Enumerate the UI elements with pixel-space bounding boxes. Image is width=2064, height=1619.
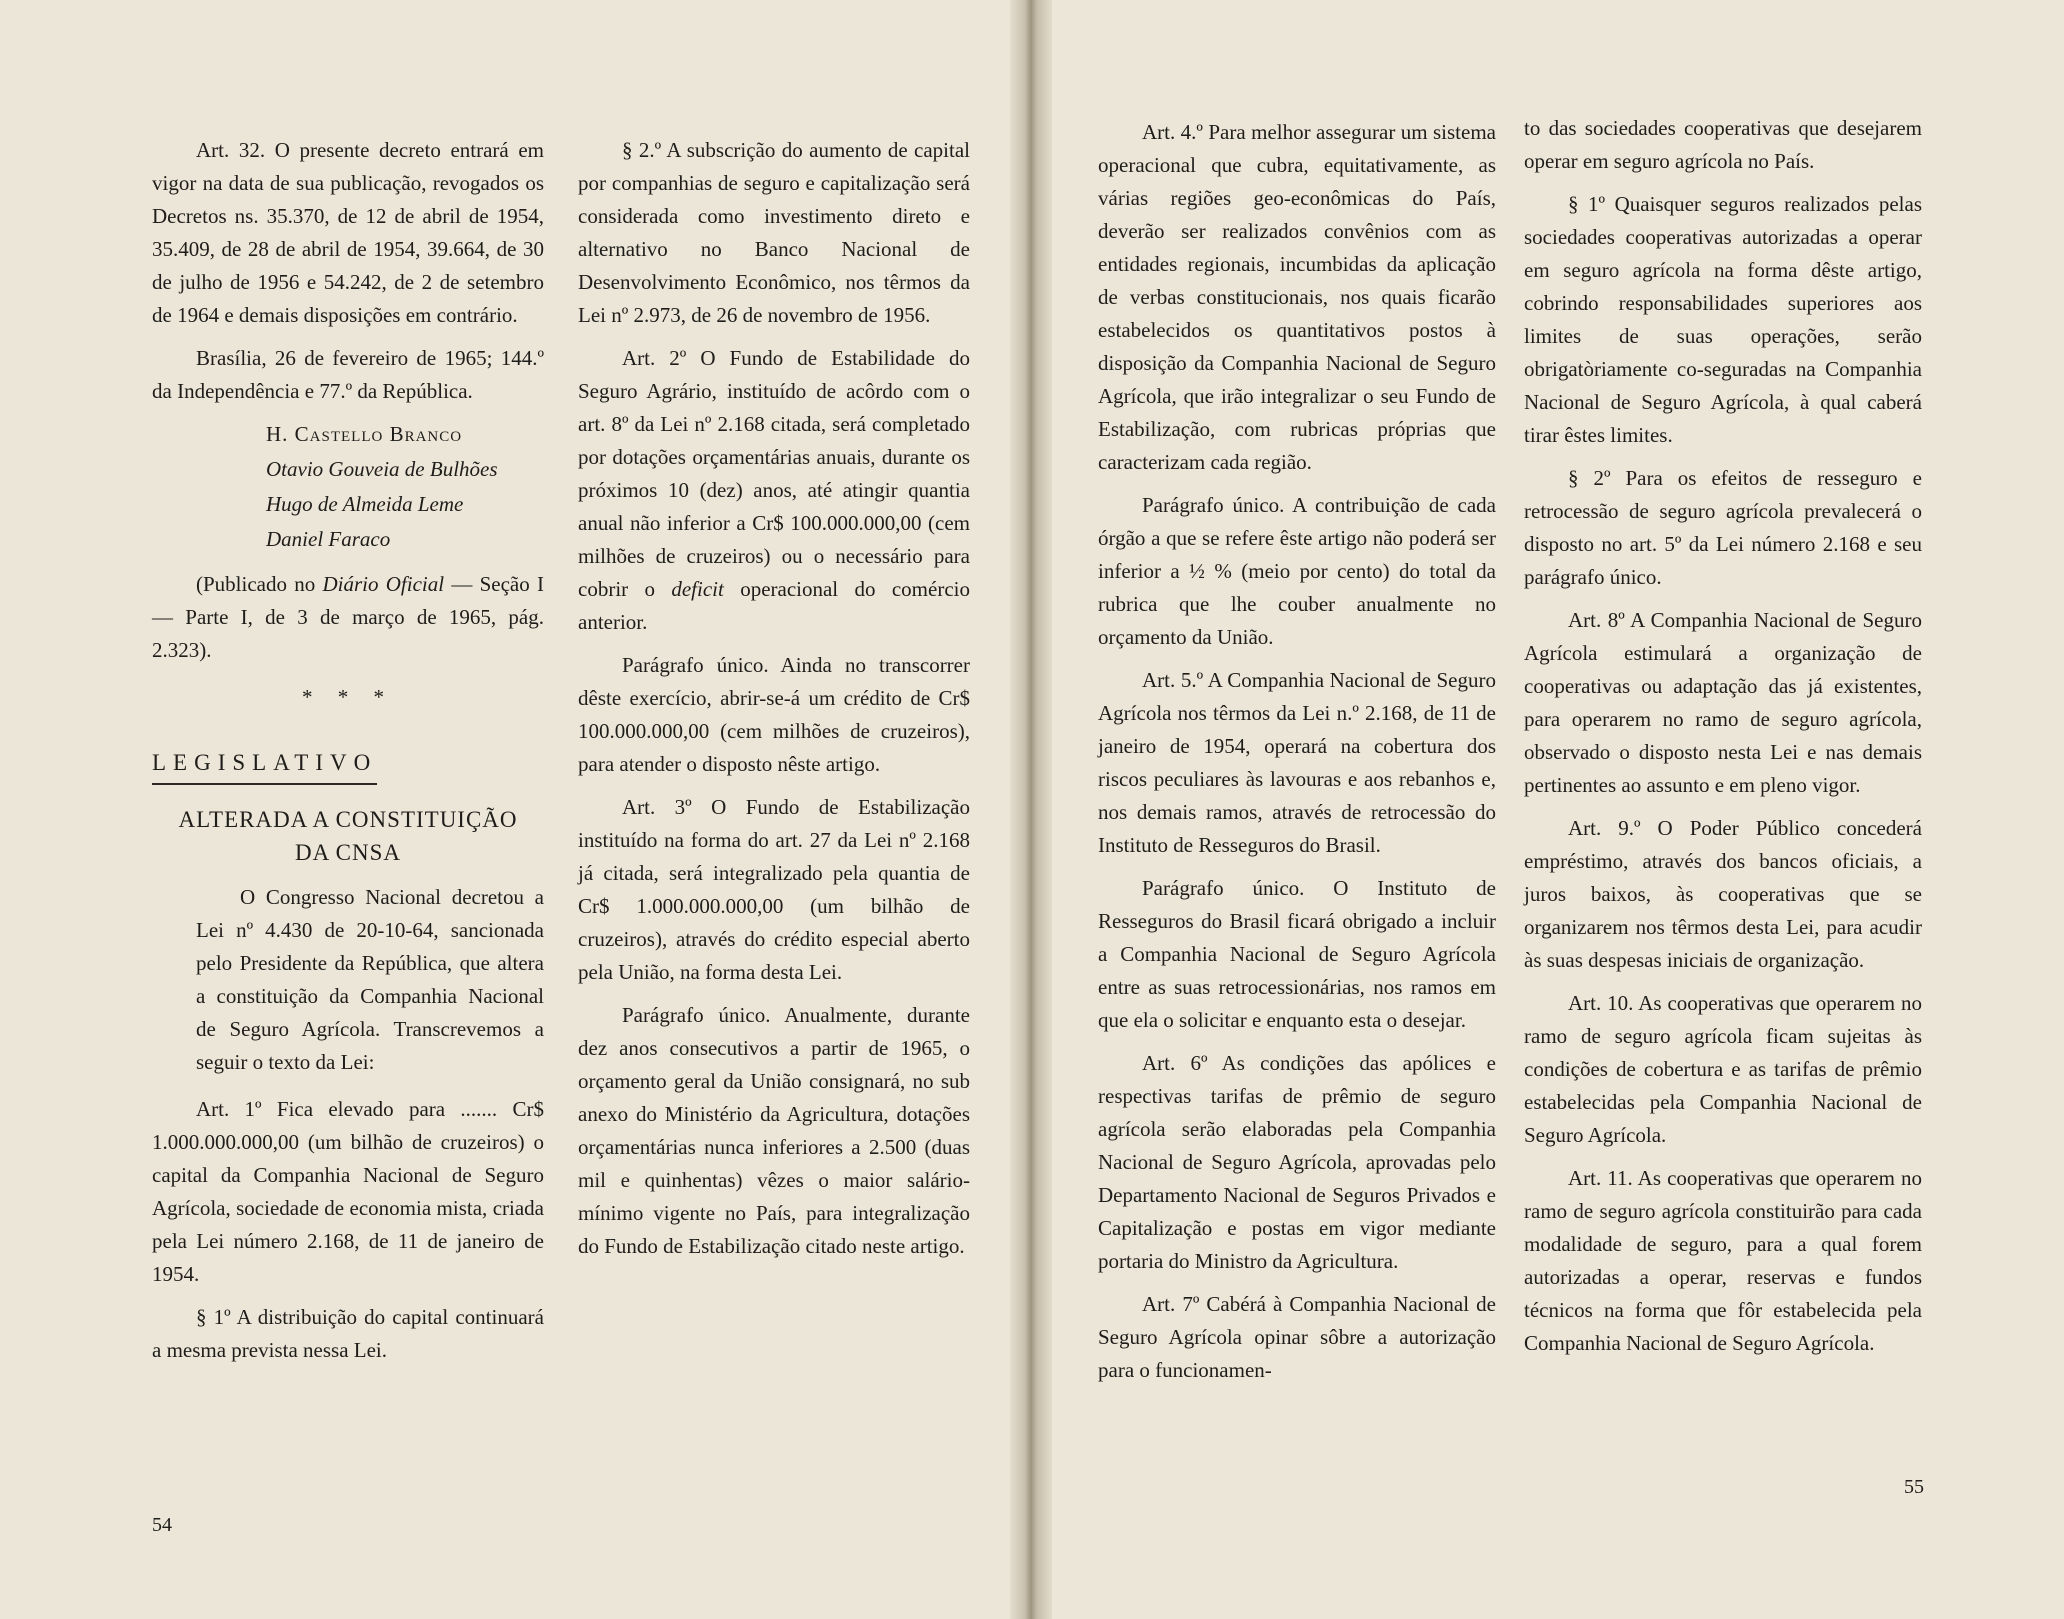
paragraph-art-3: Art. 3º O Fundo de Estabilização instituído na forma do art. 27 da Lei nº 2.168 já citada, será integralizado pela quantia de Cr$ 1.000.000.000,00 (um bilhão de cruzeiros), através do crédito especial aberto pela União, na forma desta Lei.: [578, 795, 970, 984]
paragraph-publication-note: [152, 568, 544, 667]
section-divider-stars: * * *: [302, 685, 394, 709]
paragraph-art-1: Art. 1º Fica elevado para ....... Cr$ 1.000.000.000,00 (um bilhão de cruzeiros) o capital da Companhia Nacional de Seguro Agrícola, sociedade de economia mista, criada pela Lei número 2.168, de 11 de janeiro de 1954.: [152, 1097, 544, 1286]
page-number-left: 54: [152, 1514, 172, 1536]
publication-note-prefix: (Publicado no: [196, 572, 323, 596]
right-page-column-1: [1098, 116, 1496, 1397]
section-heading-legislativo: LEGISLATIVO: [152, 746, 377, 785]
paragraph-art-5-unico: Parágrafo único. O Instituto de Resseguros do Brasil ficará obrigado a incluir a Companhia Nacional de Seguro Agrícola entre as suas retrocessionárias, nos ramos em que ela o solicitar e enquanto esta o desejar.: [1098, 876, 1496, 1032]
left-page: [0, 0, 1020, 1619]
signature-castello-branco: H. Castello Branco: [266, 422, 463, 446]
paragraph-art-6: Art. 6º As condições das apólices e respectivas tarifas de prêmio de seguro agrícola serão elaboradas pela Companhia Nacional de Seguro Agrícola, aprovadas pelo Departamento Nacional de Seguros Privados e Capitalização e postas em vigor mediante portaria do Ministro da Agricultura.: [1098, 1051, 1496, 1273]
article-title: [152, 803, 544, 869]
signature-bulhoes: Otavio Gouveia de Bulhões: [266, 457, 498, 481]
paragraph-art-2-unico: Parágrafo único. Ainda no transcorrer dêste exercício, abrir-se-á um crédito de Cr$ 100.000.000,00 (cem milhões de cruzeiros), para atender o disposto nêste artigo.: [578, 653, 970, 776]
paragraph-art-5: Art. 5.º A Companhia Nacional de Seguro Agrícola nos têrmos da Lei n.º 2.168, de 11 de janeiro de 1954, operará na cobertura dos riscos peculiares às lavouras e aos rebanhos e, nos demais ramos, através de retrocessão do Instituto de Resseguros do Brasil.: [1098, 668, 1496, 857]
paragraph-intro: O Congresso Nacional decretou a Lei nº 4.430 de 20-10-64, sancionada pelo Presidente da República, que altera a constituição da Companhia Nacional de Seguro Agrícola. Transcrevemos a seguir o texto da Lei:: [196, 885, 544, 1074]
book-gutter: [1010, 0, 1052, 1619]
paragraph-art-7: Art. 7º Cabérá à Companhia Nacional de Seguro Agrícola opinar sôbre a autorização para o funcionamen-: [1098, 1292, 1496, 1382]
publication-note-suffix: — Seção I — Parte I, de 3 de março de 1965, pág. 2.323).: [152, 572, 544, 662]
paragraph-art-10: Art. 10. As cooperativas que operarem no ramo de seguro agrícola ficam sujeitas às condições de cobertura e as tarifas de prêmio estabelecidas pela Companhia Nacional de Seguro Agrícola.: [1524, 991, 1922, 1147]
paragraph-brasilia-date: Brasília, 26 de fevereiro de 1965; 144.º da Independência e 77.º da República.: [152, 346, 544, 403]
signature-block: [152, 418, 544, 556]
paragraph-art-32: Art. 32. O presente decreto entrará em vigor na data de sua publicação, revogados os Decretos ns. 35.370, de 12 de abril de 1954, 35.409, de 28 de abril de 1954, 39.664, de 30 de julho de 1956 e 54.242, de 2 de setembro de 1964 e demais disposições em contrário.: [152, 138, 544, 327]
art-2-text-end: operacional do comércio anterior.: [578, 577, 970, 634]
intro-block: [152, 881, 544, 1079]
paragraph-art-1-par-1: § 1º A distribuição do capital continuará a mesma prevista nessa Lei.: [152, 1305, 544, 1362]
left-page-column-1: [152, 134, 544, 1377]
art-2-text: Art. 2º O Fundo de Estabilidade do Seguro Agrário, instituído de acôrdo com o art. 8º da Lei nº 2.168 citada, será completado por dotações orçamentárias anuais, durante os próximos 10 (dez) anos, até atingir quantia anual não inferior a Cr$ 100.000.000,00 (cem milhões de cruzeiros) ou o necessário para cobrir o: [578, 346, 970, 601]
paragraph-art-11: Art. 11. As cooperativas que operarem no ramo de seguro agrícola constituirão para cada modalidade de seguro, para a qual forem autorizadas a operar, reservas e fundos técnicos na forma que fôr estabelecida pela Companhia Nacional de Seguro Agrícola.: [1524, 1166, 1922, 1355]
page-number-right: 55: [1904, 1476, 1924, 1498]
publication-note-journal: Diário Oficial: [322, 572, 445, 596]
signature-faraco: Daniel Faraco: [266, 527, 391, 551]
art-2-deficit: deficit: [671, 577, 724, 601]
paragraph-art-3-unico: Parágrafo único. Anualmente, durante dez anos consecutivos a partir de 1965, o orçamento geral da União consignará, no sub anexo do Ministério da Agricultura, dotações orçamentárias nunca inferiores a 2.500 (duas mil e quinhentas) vêzes o maior salário-mínimo vigente no País, para integralização do Fundo de Estabilização citado neste artigo.: [578, 1003, 970, 1258]
right-page-column-2: [1524, 112, 1922, 1370]
paragraph-art-7-par-2: § 2º Para os efeitos de resseguro e retrocessão de seguro agrícola prevalecerá o disposto no art. 5º da Lei número 2.168 e seu parágrafo único.: [1524, 466, 1922, 589]
article-title-line-1: ALTERADA A CONSTITUIÇÃO: [178, 807, 518, 832]
paragraph-art-4-unico: Parágrafo único. A contribuição de cada órgão a que se refere êste artigo não poderá ser inferior a ½ % (meio por cento) do total da rubrica que lhe couber anualmente no orçamento da União.: [1098, 493, 1496, 649]
signature-leme: Hugo de Almeida Leme: [266, 492, 464, 516]
paragraph-art-2: [578, 342, 970, 639]
paragraph-art-7-par-1: § 1º Quaisquer seguros realizados pelas sociedades cooperativas autorizadas a operar em seguro agrícola na forma dêste artigo, cobrindo responsabilidades superiores aos limites de suas operações, serão obrigatòriamente co-seguradas na Companhia Nacional de Seguro Agrícola, à qual caberá tirar êstes limites.: [1524, 192, 1922, 447]
article-title-line-2: DA CNSA: [294, 840, 402, 865]
left-page-column-2: [578, 134, 970, 1273]
paragraph-art-4: Art. 4.º Para melhor assegurar um sistema operacional que cubra, equitativamente, as várias regiões geo-econômicas do País, deverão ser realizados convênios com as entidades regionais, incumbidas da aplicação de verbas constitucionais, nos quais ficarão estabelecidos os quantitativos postos à disposição da Companhia Nacional de Seguro Agrícola, que irão integralizar o seu Fundo de Estabilização, com rubricas próprias que caracterizam cada região.: [1098, 120, 1496, 474]
paragraph-art-7-continued: to das sociedades cooperativas que desejarem operar em seguro agrícola no País.: [1524, 116, 1922, 173]
paragraph-art-9: Art. 9.º O Poder Público concederá empréstimo, através dos bancos oficiais, a juros baixos, às cooperativas que se organizarem nos têrmos desta Lei, para acudir às suas despesas iniciais de organização.: [1524, 816, 1922, 972]
paragraph-par-2: § 2.º A subscrição do aumento de capital por companhias de seguro e capitalização será considerada como investimento direto e alternativo no Banco Nacional de Desenvolvimento Econômico, nos têrmos da Lei nº 2.973, de 26 de novembro de 1956.: [578, 138, 970, 327]
right-page: [1042, 0, 2064, 1619]
paragraph-art-8: Art. 8º A Companhia Nacional de Seguro Agrícola estimulará a organização de cooperativas ou adaptação das já existentes, para operarem no ramo de seguro agrícola, observado o disposto nesta Lei e nas demais pertinentes ao assunto e em pleno vigor.: [1524, 608, 1922, 797]
